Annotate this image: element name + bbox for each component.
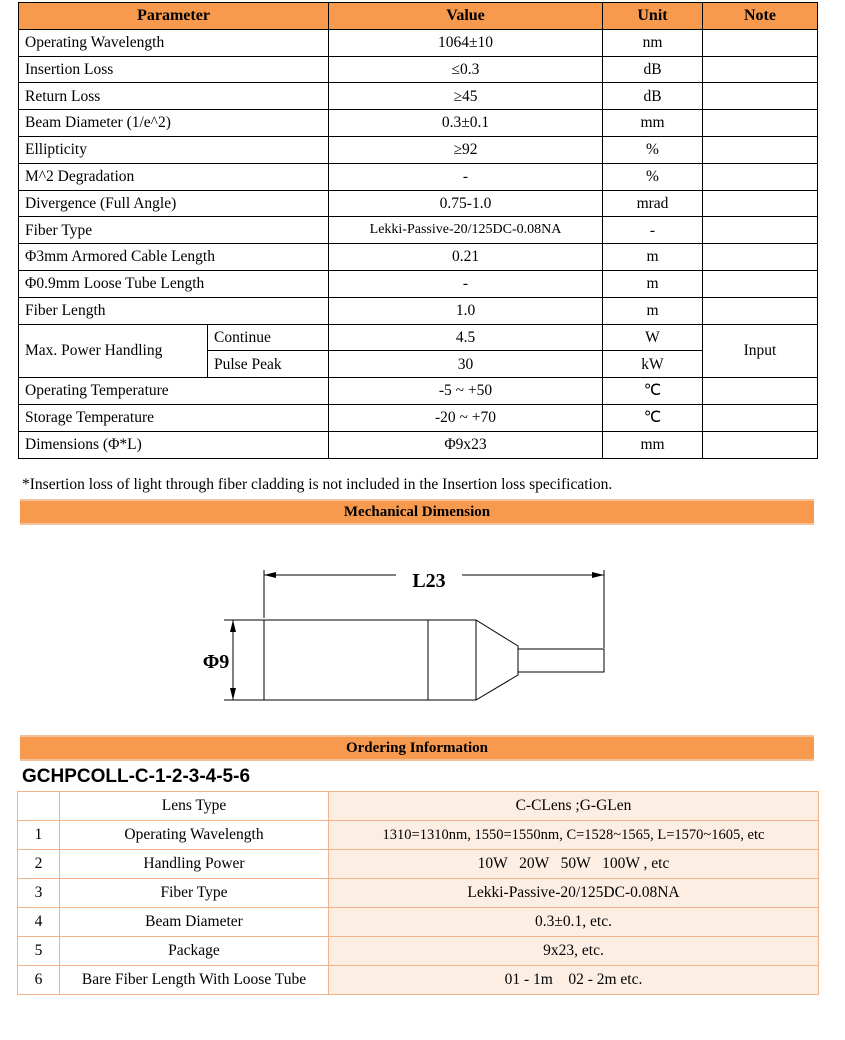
- table-row: [19, 110, 818, 137]
- unit-cell: ℃: [603, 404, 703, 431]
- param-cell: Operating Wavelength: [19, 29, 329, 56]
- ordering-information-header: Ordering Information: [20, 735, 814, 761]
- table-row: [19, 83, 818, 110]
- note-cell: [703, 136, 818, 163]
- table-row: [19, 378, 818, 405]
- table-row: [19, 190, 818, 217]
- arrow-down-icon: [230, 688, 236, 700]
- order-num: [18, 792, 60, 821]
- fiber-tube: [518, 649, 604, 672]
- order-name: Lens Type: [60, 792, 329, 821]
- value-cell: -5 ~ +50: [329, 378, 603, 405]
- note-cell: [703, 378, 818, 405]
- param-cell: Return Loss: [19, 83, 329, 110]
- value-cell: 0.21: [329, 244, 603, 271]
- unit-cell: nm: [603, 29, 703, 56]
- header-unit: Unit: [603, 3, 703, 30]
- table-row: [19, 163, 818, 190]
- param-cell: Ellipticity: [19, 136, 329, 163]
- arrow-left-icon: [264, 572, 276, 578]
- value-cell: Φ9x23: [329, 431, 603, 458]
- table-row: [19, 297, 818, 324]
- param-cell: Beam Diameter (1/e^2): [19, 110, 329, 137]
- collimator-taper: [428, 620, 518, 700]
- footnote: *Insertion loss of light through fiber cladding is not included in the Insertion loss specification.: [22, 476, 613, 493]
- unit-cell: %: [603, 136, 703, 163]
- note-cell: [703, 217, 818, 244]
- value-cell: 1.0: [329, 297, 603, 324]
- value-cell: -: [329, 163, 603, 190]
- continue-unit: W: [603, 324, 703, 351]
- table-row: [18, 937, 819, 966]
- unit-cell: %: [603, 163, 703, 190]
- table-row: [19, 270, 818, 297]
- param-cell: Fiber Type: [19, 217, 329, 244]
- note-cell: [703, 244, 818, 271]
- order-value: 1310=1310nm, 1550=1550nm, C=1528~1565, L=1570~1605, etc: [329, 821, 819, 850]
- pulse-unit: kW: [603, 351, 703, 378]
- param-cell: Φ0.9mm Loose Tube Length: [19, 270, 329, 297]
- collimator-body: [264, 620, 428, 700]
- value-cell: ≥92: [329, 136, 603, 163]
- value-cell: ≤0.3: [329, 56, 603, 83]
- note-cell: [703, 163, 818, 190]
- order-value: 0.3±0.1, etc.: [329, 908, 819, 937]
- value-cell: -20 ~ +70: [329, 404, 603, 431]
- table-row: [18, 792, 819, 821]
- param-cell: M^2 Degradation: [19, 163, 329, 190]
- model-code: GCHPCOLL-C-1-2-3-4-5-6: [22, 766, 251, 787]
- header-value: Value: [329, 3, 603, 30]
- value-cell: ≥45: [329, 83, 603, 110]
- order-value: 01 - 1m 02 - 2m etc.: [329, 966, 819, 995]
- mechanical-drawing: [200, 560, 620, 720]
- power-param-cell: Max. Power Handling: [19, 324, 208, 378]
- table-row: [18, 850, 819, 879]
- table-row: [18, 821, 819, 850]
- arrow-right-icon: [592, 572, 604, 578]
- table-row: [19, 56, 818, 83]
- spec-header-row: [19, 3, 818, 30]
- value-cell: 1064±10: [329, 29, 603, 56]
- order-name: Handling Power: [60, 850, 329, 879]
- order-num: 2: [18, 850, 60, 879]
- table-row: [19, 136, 818, 163]
- diameter-label: Φ9: [202, 651, 230, 673]
- unit-cell: ℃: [603, 378, 703, 405]
- order-num: 1: [18, 821, 60, 850]
- unit-cell: mrad: [603, 190, 703, 217]
- order-name: Fiber Type: [60, 879, 329, 908]
- param-cell: Fiber Length: [19, 297, 329, 324]
- arrow-up-icon: [230, 620, 236, 632]
- continue-label: Continue: [208, 324, 329, 351]
- table-row: [19, 217, 818, 244]
- table-row: [18, 879, 819, 908]
- order-num: 5: [18, 937, 60, 966]
- unit-cell: dB: [603, 56, 703, 83]
- order-num: 6: [18, 966, 60, 995]
- ordering-table: [17, 791, 819, 995]
- unit-cell: dB: [603, 83, 703, 110]
- header-parameter: Parameter: [19, 3, 329, 30]
- note-cell: [703, 270, 818, 297]
- param-cell: Insertion Loss: [19, 56, 329, 83]
- unit-cell: m: [603, 270, 703, 297]
- unit-cell: m: [603, 297, 703, 324]
- unit-cell: mm: [603, 110, 703, 137]
- order-num: 4: [18, 908, 60, 937]
- param-cell: Operating Temperature: [19, 378, 329, 405]
- note-cell: [703, 29, 818, 56]
- table-row: [19, 324, 818, 351]
- order-name: Bare Fiber Length With Loose Tube: [60, 966, 329, 995]
- param-cell: Storage Temperature: [19, 404, 329, 431]
- order-value: 9x23, etc.: [329, 937, 819, 966]
- note-cell: [703, 110, 818, 137]
- order-value: 10W 20W 50W 100W , etc: [329, 850, 819, 879]
- pulse-label: Pulse Peak: [208, 351, 329, 378]
- value-cell: Lekki-Passive-20/125DC-0.08NA: [329, 217, 603, 244]
- order-name: Beam Diameter: [60, 908, 329, 937]
- order-value: Lekki-Passive-20/125DC-0.08NA: [329, 879, 819, 908]
- table-row: [18, 966, 819, 995]
- order-num: 3: [18, 879, 60, 908]
- param-cell: Divergence (Full Angle): [19, 190, 329, 217]
- unit-cell: m: [603, 244, 703, 271]
- value-cell: 0.75-1.0: [329, 190, 603, 217]
- note-cell: [703, 297, 818, 324]
- pulse-value: 30: [329, 351, 603, 378]
- spec-table: [18, 2, 818, 459]
- note-cell: [703, 431, 818, 458]
- value-cell: -: [329, 270, 603, 297]
- order-name: Package: [60, 937, 329, 966]
- note-cell: [703, 190, 818, 217]
- note-cell: [703, 56, 818, 83]
- order-value: C-CLens ;G-GLen: [329, 792, 819, 821]
- unit-cell: -: [603, 217, 703, 244]
- mechanical-dimension-header: Mechanical Dimension: [20, 499, 814, 525]
- header-note: Note: [703, 3, 818, 30]
- param-cell: Dimensions (Φ*L): [19, 431, 329, 458]
- value-cell: 0.3±0.1: [329, 110, 603, 137]
- note-cell: [703, 404, 818, 431]
- order-name: Operating Wavelength: [60, 821, 329, 850]
- param-cell: Φ3mm Armored Cable Length: [19, 244, 329, 271]
- table-row: [19, 431, 818, 458]
- length-label: L23: [412, 570, 446, 592]
- unit-cell: mm: [603, 431, 703, 458]
- power-note-cell: Input: [703, 324, 818, 378]
- table-row: [19, 244, 818, 271]
- table-row: [19, 404, 818, 431]
- note-cell: [703, 83, 818, 110]
- continue-value: 4.5: [329, 324, 603, 351]
- table-row: [19, 29, 818, 56]
- table-row: [18, 908, 819, 937]
